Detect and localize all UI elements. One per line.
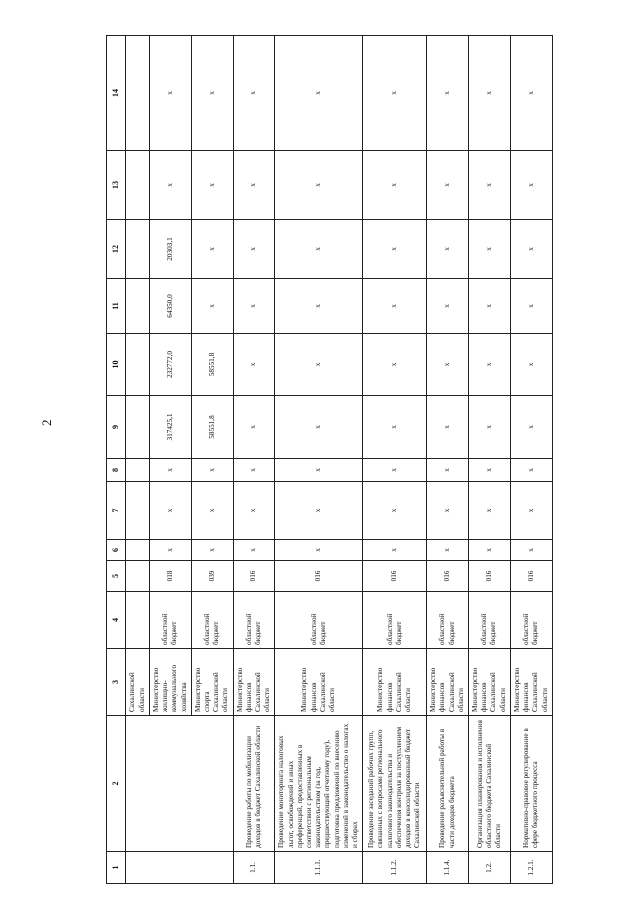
value-cell: х [150, 540, 192, 561]
value-cell: х [427, 459, 469, 482]
value-cell: х [363, 36, 427, 151]
executor-cell: Министерство финансов Сахалинской области [233, 649, 275, 716]
column-number: 7 [107, 482, 126, 540]
row-number: 1.1. [233, 852, 275, 884]
value-cell: х [510, 334, 552, 396]
value-cell: х [275, 334, 363, 396]
value-cell: х [191, 540, 233, 561]
grbs-code: 039 [191, 561, 233, 592]
row-number [126, 852, 234, 884]
value-cell: х [469, 540, 511, 561]
value-cell: х [150, 151, 192, 220]
value-cell: х [275, 540, 363, 561]
page-number: 2 [39, 419, 54, 426]
funding-source [126, 592, 150, 649]
value-cell: х [233, 459, 275, 482]
value-cell: х [469, 396, 511, 459]
value-cell: 232772,0 [150, 334, 192, 396]
activity-name: Организация планирования и исполнения областного бюджета Сахалинской области [469, 716, 511, 852]
column-number: 11 [107, 279, 126, 334]
activity-name: Проведение мониторинга налоговых льгот, освобождений и иных преференций, предоставленных в соответствии с региональным законодательством (за год, предшествующий отчетному году), подготовка предложений по внесению изменений в законодательство о налогах и сборах [275, 716, 363, 852]
value-cell [126, 36, 150, 151]
value-cell: х [191, 279, 233, 334]
grbs-code [126, 561, 150, 592]
funding-source: областной бюджет [191, 592, 233, 649]
funding-source: областной бюджет [275, 592, 363, 649]
table-row [233, 36, 275, 884]
budget-activities-table [106, 35, 553, 884]
table-row [469, 36, 511, 884]
grbs-code: 016 [363, 561, 427, 592]
value-cell: х [363, 151, 427, 220]
value-cell: х [275, 220, 363, 279]
value-cell: х [363, 459, 427, 482]
value-cell: х [510, 459, 552, 482]
value-cell: х [233, 334, 275, 396]
value-cell: х [275, 36, 363, 151]
table-row [363, 36, 427, 884]
value-cell [126, 482, 150, 540]
value-cell: х [427, 482, 469, 540]
value-cell: х [275, 396, 363, 459]
column-number: 5 [107, 561, 126, 592]
value-cell: х [427, 396, 469, 459]
row-number: 1.1.2. [363, 852, 427, 884]
table-row [275, 36, 363, 884]
value-cell: х [150, 36, 192, 151]
activity-name: Нормативно-правовое регулирование в сфере бюджетного процесса [510, 716, 552, 852]
value-cell: х [363, 334, 427, 396]
value-cell [126, 334, 150, 396]
value-cell: х [427, 220, 469, 279]
value-cell: х [233, 279, 275, 334]
value-cell: х [510, 540, 552, 561]
column-number: 8 [107, 459, 126, 482]
column-number: 13 [107, 151, 126, 220]
value-cell: х [191, 36, 233, 151]
activity-name: Проведение работы по мобилизации доходов в бюджет Сахалинской области [233, 716, 275, 852]
row-number: 1.1.4. [427, 852, 469, 884]
table-row [510, 36, 552, 884]
value-cell: х [469, 459, 511, 482]
row-number: 1.1.1. [275, 852, 363, 884]
value-cell: х [191, 220, 233, 279]
value-cell [126, 151, 150, 220]
value-cell: х [363, 482, 427, 540]
value-cell: х [510, 220, 552, 279]
value-cell: х [150, 459, 192, 482]
value-cell: х [510, 482, 552, 540]
value-cell: 58551,8 [191, 334, 233, 396]
column-number: 14 [107, 36, 126, 151]
executor-cell: Министерство финансов Сахалинской области [510, 649, 552, 716]
value-cell: х [427, 540, 469, 561]
value-cell: х [510, 279, 552, 334]
column-number: 3 [107, 649, 126, 716]
value-cell: х [233, 151, 275, 220]
column-number: 9 [107, 396, 126, 459]
value-cell: х [233, 396, 275, 459]
row-number: 1.2.1. [510, 852, 552, 884]
funding-source: областной бюджет [363, 592, 427, 649]
executor-cell: Министерство финансов Сахалинской области [427, 649, 469, 716]
value-cell: х [427, 279, 469, 334]
value-cell: х [469, 279, 511, 334]
value-cell: х [427, 151, 469, 220]
value-cell: х [275, 459, 363, 482]
value-cell [126, 220, 150, 279]
value-cell: 64350,0 [150, 279, 192, 334]
executor-cell: Министерство финансов Сахалинской области [275, 649, 363, 716]
executor-cell: Министерство финансов Сахалинской области [469, 649, 511, 716]
value-cell [126, 396, 150, 459]
funding-source: областной бюджет [510, 592, 552, 649]
value-cell: х [363, 396, 427, 459]
funding-source: областной бюджет [150, 592, 192, 649]
table-row [427, 36, 469, 884]
value-cell: х [510, 151, 552, 220]
grbs-code: 016 [510, 561, 552, 592]
value-cell: х [150, 482, 192, 540]
value-cell: х [275, 151, 363, 220]
value-cell: х [363, 279, 427, 334]
value-cell: 317425,1 [150, 396, 192, 459]
value-cell: х [469, 220, 511, 279]
funding-source: областной бюджет [469, 592, 511, 649]
executor-cell: Министерство спорта Сахалинской области [191, 649, 233, 716]
value-cell: х [427, 36, 469, 151]
column-number: 6 [107, 540, 126, 561]
value-cell: х [469, 36, 511, 151]
value-cell: х [427, 334, 469, 396]
grbs-code: 016 [469, 561, 511, 592]
grbs-code: 016 [427, 561, 469, 592]
grbs-code: 016 [233, 561, 275, 592]
executor-cell: Министерство жилищно-коммунального хозяйства [150, 649, 192, 716]
value-cell: х [275, 482, 363, 540]
value-cell: х [191, 151, 233, 220]
activity-name [126, 716, 234, 852]
value-cell: х [191, 459, 233, 482]
value-cell: х [469, 482, 511, 540]
value-cell: х [233, 482, 275, 540]
value-cell: х [233, 220, 275, 279]
grbs-code: 016 [275, 561, 363, 592]
funding-source: областной бюджет [233, 592, 275, 649]
value-cell [126, 540, 150, 561]
rotated-table-container [106, 36, 549, 884]
executor-cell: Министерство финансов Сахалинской области [363, 649, 427, 716]
column-number: 4 [107, 592, 126, 649]
value-cell: х [510, 396, 552, 459]
funding-source: областной бюджет [427, 592, 469, 649]
column-number: 10 [107, 334, 126, 396]
value-cell: х [275, 279, 363, 334]
table-row [126, 36, 150, 884]
value-cell: х [510, 36, 552, 151]
value-cell: х [233, 36, 275, 151]
row-number: 1.2. [469, 852, 511, 884]
value-cell: 20303,1 [150, 220, 192, 279]
activity-name: Проведение заседаний рабочих групп, связанных с вопросами регионального налогового законодательства и обеспечения контроля за поступлением доходов в консолидированный бюджет Сахалинской области [363, 716, 427, 852]
value-cell: х [363, 220, 427, 279]
column-number: 1 [107, 852, 126, 884]
value-cell: 58551,8 [191, 396, 233, 459]
value-cell: х [469, 334, 511, 396]
grbs-code: 018 [150, 561, 192, 592]
column-number: 2 [107, 716, 126, 852]
activity-name: Проведение разъяснительной работы в части доходов бюджета [427, 716, 469, 852]
value-cell: х [233, 540, 275, 561]
column-number-row [107, 36, 126, 884]
column-number: 12 [107, 220, 126, 279]
value-cell [126, 279, 150, 334]
value-cell: х [191, 482, 233, 540]
value-cell [126, 459, 150, 482]
executor-cell: Сахалинской области [126, 649, 150, 716]
value-cell: х [363, 540, 427, 561]
value-cell: х [469, 151, 511, 220]
